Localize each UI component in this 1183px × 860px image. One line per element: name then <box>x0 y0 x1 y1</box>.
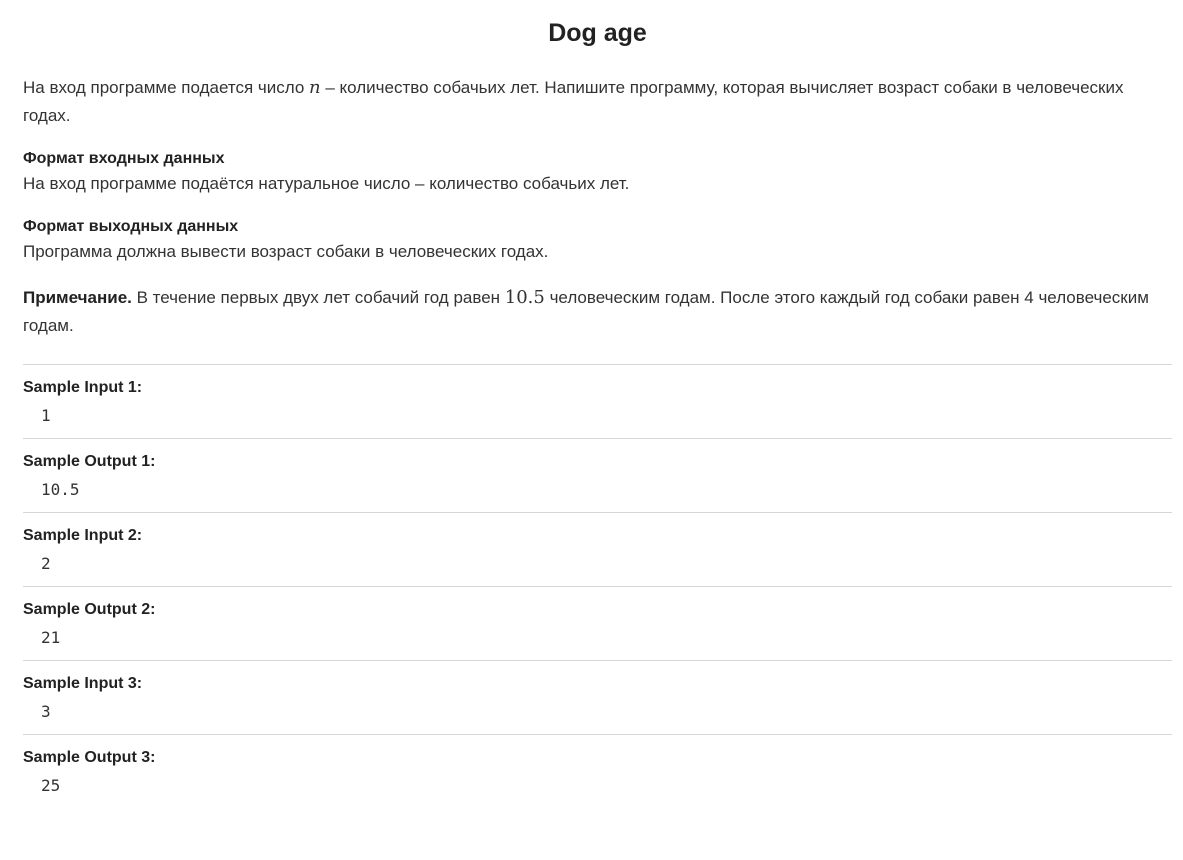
input-format-text: На вход программе подаётся натуральное число – количество собачьих лет. <box>23 174 630 193</box>
sample-output-1-label: Sample Output 1: <box>23 453 156 470</box>
note-paragraph <box>23 284 1172 340</box>
problem-statement <box>23 74 1172 130</box>
sample-input-3-value[interactable]: 3 <box>41 702 51 721</box>
statement-paragraph <box>23 74 1172 130</box>
note-number: 10.5 <box>504 287 545 308</box>
input-format-section <box>23 148 1172 198</box>
sample-block <box>23 364 1172 438</box>
note-text-end: человеческим годам. После этого каждый год собаки равен 4 человеческим годам. <box>23 288 1149 335</box>
sample-output-3-label: Sample Output 3: <box>23 749 156 766</box>
sample-block <box>23 734 1172 808</box>
sample-output-2-value[interactable]: 21 <box>41 628 61 647</box>
note-label: Примечание. <box>23 288 132 307</box>
output-format-section <box>23 216 1172 266</box>
sample-input-1-value[interactable]: 1 <box>41 406 51 425</box>
sample-block <box>23 512 1172 586</box>
sample-block <box>23 438 1172 512</box>
sample-input-2-value[interactable]: 2 <box>41 554 51 573</box>
samples-list <box>23 364 1172 808</box>
sample-block <box>23 586 1172 660</box>
note-section <box>23 284 1172 340</box>
problem-title: Dog age <box>548 19 647 47</box>
output-format-text: Программа должна вывести возраст собаки в человеческих годах. <box>23 242 549 261</box>
statement-text-start: На вход программе подается число <box>23 78 310 97</box>
sample-block <box>23 660 1172 734</box>
statement-text-end: – количество собачьих лет. Напишите программу, которая вычисляет возраст собаки в человеческих годах. <box>23 78 1124 125</box>
sample-output-2-label: Sample Output 2: <box>23 601 156 618</box>
sample-input-3-label: Sample Input 3: <box>23 675 143 692</box>
sample-output-3-value[interactable]: 25 <box>41 776 61 795</box>
sample-input-2-label: Sample Input 2: <box>23 527 143 544</box>
sample-input-1-label: Sample Input 1: <box>23 379 143 396</box>
output-format-heading: Формат выходных данных <box>23 218 239 235</box>
sample-output-1-value[interactable]: 10.5 <box>41 480 80 499</box>
input-format-heading: Формат входных данных <box>23 150 225 167</box>
note-text-start: В течение первых двух лет собачий год равен <box>131 288 505 307</box>
statement-variable: n <box>309 77 321 98</box>
